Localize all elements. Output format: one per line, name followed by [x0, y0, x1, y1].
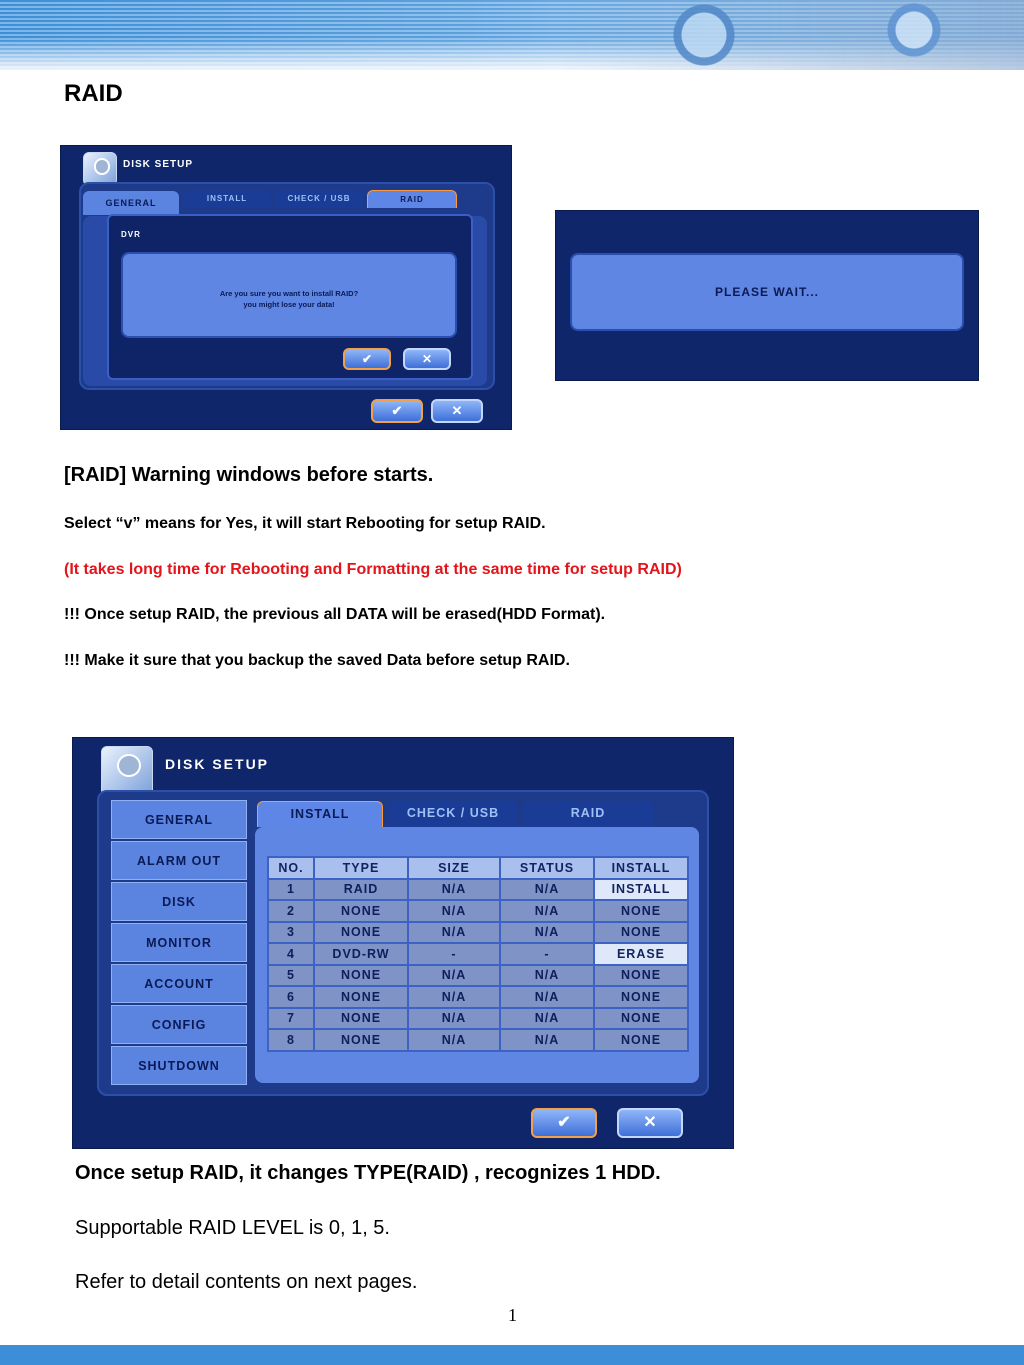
- cell-size: N/A: [408, 922, 500, 944]
- cell-install-action[interactable]: ERASE: [594, 943, 688, 965]
- cell-type: NONE: [314, 1008, 408, 1030]
- cell-status: N/A: [500, 965, 594, 987]
- table-row[interactable]: [268, 1029, 688, 1051]
- cell-size: N/A: [408, 879, 500, 901]
- dialog-cancel-button[interactable]: [403, 348, 451, 370]
- cell-size: N/A: [408, 1029, 500, 1051]
- cell-no: 5: [268, 965, 314, 987]
- cell-no: 7: [268, 1008, 314, 1030]
- cell-type: NONE: [314, 1029, 408, 1051]
- tab-raid[interactable]: RAID: [367, 190, 457, 208]
- dialog-title: DVR: [121, 230, 141, 239]
- disk-setup-confirm-screenshot: [60, 145, 512, 430]
- hdd-table: [267, 856, 689, 1052]
- summary-line-2: Refer to detail contents on next pages.: [75, 1271, 418, 1293]
- note-line-3: !!! Once setup RAID, the previous all DATA will be erased(HDD Format).: [64, 606, 606, 623]
- column-header-status: STATUS: [500, 857, 594, 879]
- summary-line-1: Supportable RAID LEVEL is 0, 1, 5.: [75, 1217, 390, 1239]
- check-icon: ✔: [557, 1114, 571, 1131]
- table-row[interactable]: [268, 1008, 688, 1030]
- cell-status: N/A: [500, 1008, 594, 1030]
- cell-size: N/A: [408, 1008, 500, 1030]
- cell-size: N/A: [408, 965, 500, 987]
- disk-icon: [83, 152, 117, 186]
- footer-banner: [0, 1345, 1024, 1365]
- cell-type: NONE: [314, 922, 408, 944]
- dialog-ok-button[interactable]: [343, 348, 391, 370]
- table-header-row: [268, 857, 688, 879]
- tab-install[interactable]: INSTALL: [183, 190, 271, 208]
- window-title: DISK SETUP: [123, 159, 194, 170]
- cell-status: N/A: [500, 922, 594, 944]
- cell-install-action[interactable]: NONE: [594, 986, 688, 1008]
- check-icon: ✔: [361, 352, 373, 366]
- cell-type: NONE: [314, 986, 408, 1008]
- cell-status: N/A: [500, 900, 594, 922]
- cancel-button[interactable]: [617, 1108, 683, 1138]
- dvr-dialog: [107, 214, 473, 380]
- close-icon: ✕: [451, 403, 463, 418]
- close-icon: ✕: [643, 1114, 657, 1131]
- window-title: DISK SETUP: [165, 756, 270, 772]
- column-header-type: TYPE: [314, 857, 408, 879]
- side-menu-monitor[interactable]: MONITOR: [111, 923, 247, 962]
- column-header-no: NO.: [268, 857, 314, 879]
- ok-button[interactable]: [531, 1108, 597, 1138]
- note-line-1: Select “v” means for Yes, it will start Rebooting for setup RAID.: [64, 515, 546, 532]
- cell-size: N/A: [408, 986, 500, 1008]
- cell-status: N/A: [500, 1029, 594, 1051]
- cell-no: 3: [268, 922, 314, 944]
- side-menu-general[interactable]: GENERAL: [111, 800, 247, 839]
- please-wait-message: PLEASE WAIT...: [570, 253, 964, 331]
- header-decoration: [554, 0, 1024, 70]
- table-row[interactable]: [268, 879, 688, 901]
- side-tab-general[interactable]: GENERAL: [83, 191, 179, 215]
- check-icon: ✔: [391, 403, 403, 418]
- tab-check-usb[interactable]: CHECK / USB: [275, 190, 363, 208]
- disk-setup-install-screenshot: [72, 737, 734, 1149]
- dialog-message-box: [121, 252, 457, 338]
- side-menu-disk[interactable]: DISK: [111, 882, 247, 921]
- cell-install-action[interactable]: NONE: [594, 1008, 688, 1030]
- cell-status: N/A: [500, 879, 594, 901]
- note-line-4: !!! Make it sure that you backup the saved Data before setup RAID.: [64, 652, 570, 669]
- tab-install[interactable]: INSTALL: [257, 801, 383, 827]
- cell-no: 2: [268, 900, 314, 922]
- dialog-message-line2: you might lose your data!: [243, 300, 335, 309]
- note-line-2: (It takes long time for Rebooting and Formatting at the same time for setup RAID): [64, 561, 682, 578]
- cell-no: 1: [268, 879, 314, 901]
- cell-no: 8: [268, 1029, 314, 1051]
- cell-install-action[interactable]: INSTALL: [594, 879, 688, 901]
- cancel-button[interactable]: [431, 399, 483, 423]
- side-menu-config[interactable]: CONFIG: [111, 1005, 247, 1044]
- side-menu-alarm-out[interactable]: ALARM OUT: [111, 841, 247, 880]
- table-row[interactable]: [268, 965, 688, 987]
- page-number: 1: [508, 1305, 517, 1325]
- cell-type: DVD-RW: [314, 943, 408, 965]
- ok-button[interactable]: [371, 399, 423, 423]
- tab-raid[interactable]: RAID: [523, 801, 653, 827]
- please-wait-screenshot: [555, 210, 979, 381]
- cell-status: -: [500, 943, 594, 965]
- column-header-install: INSTALL: [594, 857, 688, 879]
- cell-no: 6: [268, 986, 314, 1008]
- page-title: RAID: [64, 80, 123, 107]
- table-row[interactable]: [268, 922, 688, 944]
- cell-status: N/A: [500, 986, 594, 1008]
- tab-check-usb[interactable]: CHECK / USB: [389, 801, 517, 827]
- cell-install-action[interactable]: NONE: [594, 965, 688, 987]
- cell-install-action[interactable]: NONE: [594, 1029, 688, 1051]
- disk-icon: [101, 746, 153, 796]
- warning-heading: [RAID] Warning windows before starts.: [64, 464, 434, 486]
- cell-type: RAID: [314, 879, 408, 901]
- side-menu-shutdown[interactable]: SHUTDOWN: [111, 1046, 247, 1085]
- cell-install-action[interactable]: NONE: [594, 900, 688, 922]
- table-row[interactable]: [268, 900, 688, 922]
- summary-heading: Once setup RAID, it changes TYPE(RAID) , recognizes 1 HDD.: [75, 1162, 661, 1184]
- side-menu-account[interactable]: ACCOUNT: [111, 964, 247, 1003]
- close-icon: ✕: [421, 352, 433, 366]
- dialog-message-line1: Are you sure you want to install RAID?: [219, 289, 359, 298]
- cell-size: N/A: [408, 900, 500, 922]
- cell-install-action[interactable]: NONE: [594, 922, 688, 944]
- cell-size: -: [408, 943, 500, 965]
- table-row[interactable]: [268, 943, 688, 965]
- cell-no: 4: [268, 943, 314, 965]
- table-row[interactable]: [268, 986, 688, 1008]
- cell-type: NONE: [314, 965, 408, 987]
- cell-type: NONE: [314, 900, 408, 922]
- column-header-size: SIZE: [408, 857, 500, 879]
